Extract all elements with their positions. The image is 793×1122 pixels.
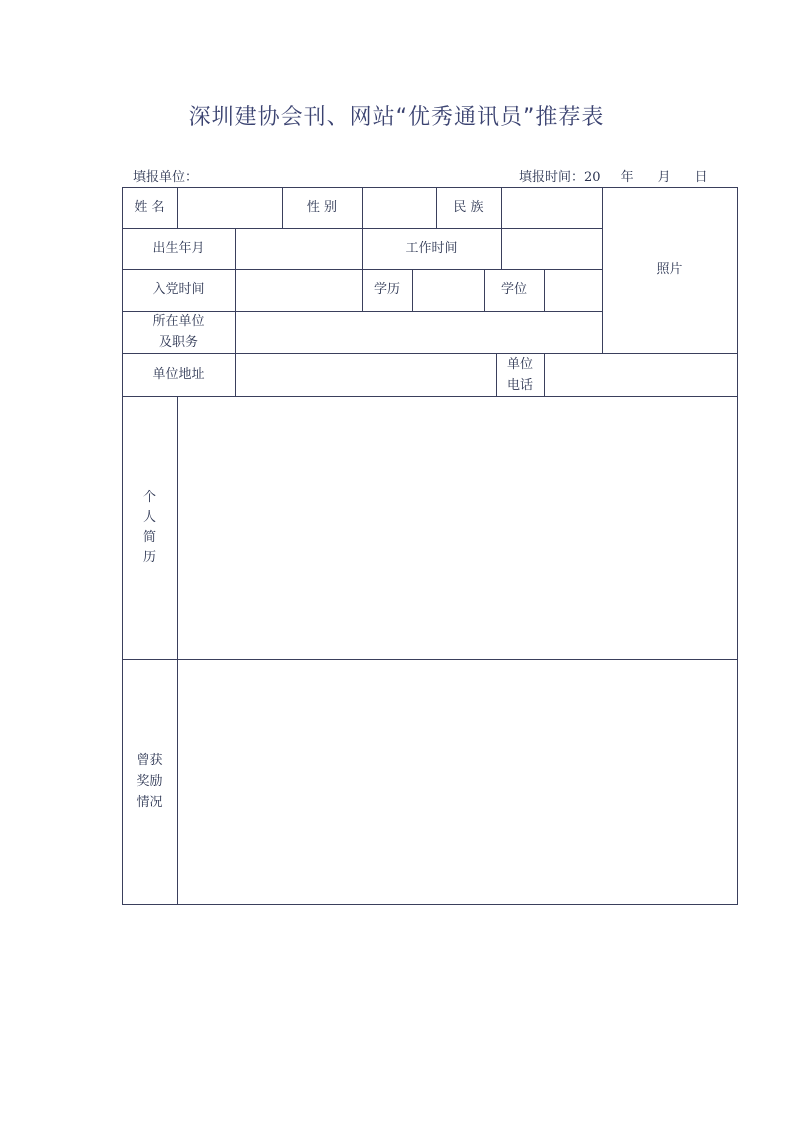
birth-label: 出生年月 [152, 240, 205, 256]
day-label: 日 [694, 170, 708, 185]
table-border-right [737, 187, 738, 905]
phone-label-line2: 电话 [506, 377, 533, 393]
page-title: 深圳建协会刊、网站“优秀通讯员”推荐表 [188, 105, 605, 130]
gender-label: 性 别 [306, 199, 338, 215]
party-join-field[interactable] [236, 270, 362, 311]
address-field[interactable] [236, 354, 496, 396]
degree-field[interactable] [545, 270, 602, 311]
resume-field[interactable] [178, 397, 737, 659]
ethnicity-field[interactable] [502, 188, 602, 228]
resume-char: 历 [142, 549, 156, 565]
birth-field[interactable] [236, 229, 362, 269]
fill-time-text: 填报时间： [519, 170, 585, 185]
org-label-line1: 所在单位 [152, 314, 205, 329]
education-field[interactable] [413, 270, 484, 311]
phone-label-line1: 单位 [506, 356, 533, 372]
month-label: 月 [657, 170, 671, 185]
org-field[interactable] [236, 312, 602, 353]
name-field[interactable] [178, 188, 282, 228]
year-prefix: 20 [584, 170, 601, 185]
awards-label-line3: 情况 [136, 795, 163, 810]
education-label: 学历 [373, 282, 400, 297]
awards-field[interactable] [178, 660, 737, 904]
degree-label: 学位 [500, 282, 527, 297]
fill-unit-label: 填报单位： [133, 170, 199, 185]
awards-label-line2: 奖励 [136, 774, 163, 789]
phone-field[interactable] [545, 354, 737, 396]
year-label: 年 [620, 170, 634, 185]
work-start-field[interactable] [502, 229, 602, 269]
resume-char: 人 [142, 509, 156, 525]
phone-label [496, 353, 544, 396]
work-start-label: 工作时间 [405, 240, 458, 256]
awards-label [122, 659, 177, 904]
org-label [122, 311, 235, 353]
table-border-bottom [122, 904, 738, 905]
awards-label-line1: 曾获 [136, 753, 163, 768]
ethnicity-label: 民 族 [453, 199, 484, 215]
resume-char: 简 [142, 529, 156, 545]
photo-label: 照片 [656, 262, 683, 277]
address-label: 单位地址 [152, 366, 205, 382]
gender-field[interactable] [363, 188, 436, 228]
resume-label [122, 396, 177, 659]
resume-char: 个 [142, 489, 156, 505]
party-join-label: 入党时间 [152, 282, 205, 297]
name-label: 姓 名 [134, 199, 165, 215]
org-label-line2: 及职务 [158, 335, 198, 350]
